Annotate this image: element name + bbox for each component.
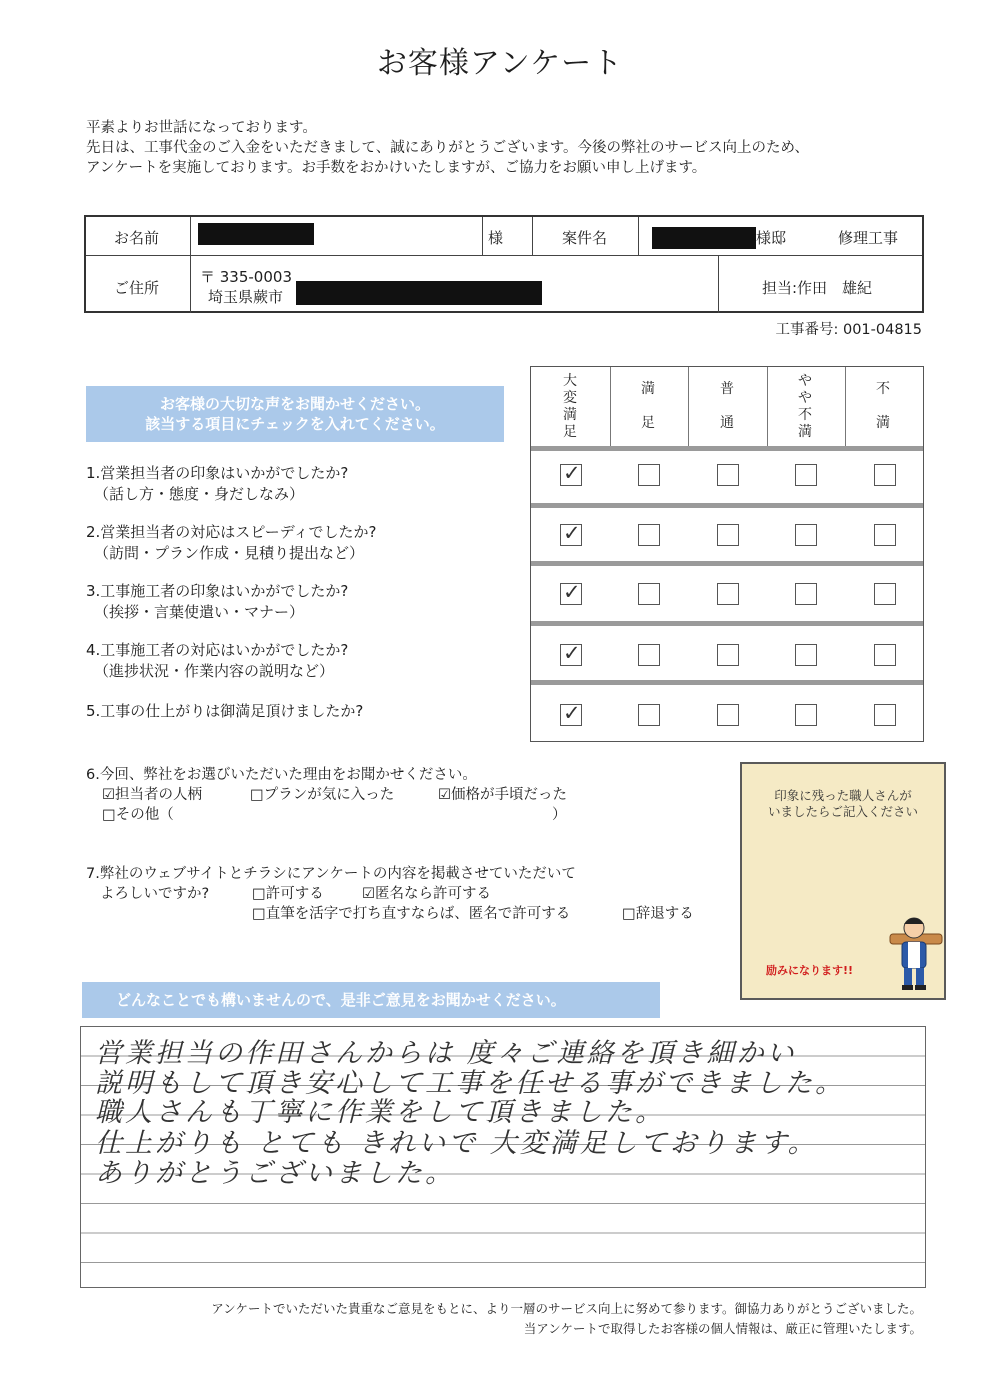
check-mark-icon: ✓	[563, 701, 581, 725]
project-label: 案件名	[562, 229, 608, 247]
q2-rating-checkbox-1[interactable]	[560, 521, 582, 546]
tanto-name: 担当:作田 雄紀	[762, 279, 873, 297]
question-1	[86, 463, 348, 505]
project-suffix: 様邸	[756, 229, 787, 247]
staff-box-prompt	[742, 788, 944, 820]
q2-rating-checkbox-5[interactable]	[874, 524, 896, 546]
sama-label: 様	[488, 229, 504, 247]
question-3-sub: （挨拶・言葉使遣い・マナー）	[94, 603, 305, 621]
q1-rating-checkbox-2[interactable]	[638, 464, 660, 486]
address-city: 埼玉県蕨市	[208, 288, 284, 306]
header-satisfied: 満 足	[641, 381, 655, 431]
footer-line-1: アンケートでいただいた貴重なご意見をもとに、より一層のサービス向上に努めて参ります。御協力ありがとうございました。	[211, 1301, 922, 1316]
postal-code: 〒 335-0003	[200, 268, 292, 286]
address-redaction	[296, 281, 542, 305]
q6-option-plan[interactable]: □プランが気に入った	[250, 787, 395, 803]
staff-prompt-line-2: いましたらご記入ください	[767, 804, 918, 819]
header-very-satisfied: 大 変 満 足	[563, 373, 577, 440]
question-6-text: 6.今回、弊社をお選びいただいた理由をお聞かせください。	[86, 767, 477, 783]
comment-line-1: 営業担当の作田さんからは 度々ご連絡を頂き細かい	[95, 1038, 797, 1069]
address-label: ご住所	[114, 279, 160, 297]
question-7-text-2: よろしいですか?	[100, 886, 210, 902]
q7-option-decline[interactable]: □辞退する	[622, 906, 694, 922]
q7-option-retype[interactable]: □直筆を活字で打ち直すならば、匿名で許可する	[252, 906, 571, 922]
question-7-text: 7.弊社のウェブサイトとチラシにアンケートの内容を掲載させていただいて	[86, 866, 576, 882]
q6-option-price[interactable]: ☑価格が手頃だった	[438, 787, 567, 803]
q2-rating-checkbox-2[interactable]	[638, 524, 660, 546]
question-5	[86, 701, 363, 722]
q1-rating-checkbox-1[interactable]	[560, 461, 582, 486]
header-somewhat-dissatisfied: や や 不 満	[798, 373, 812, 440]
q4-rating-checkbox-3[interactable]	[717, 644, 739, 666]
question-1-text: 1.営業担当者の印象はいかがでしたか?	[86, 464, 349, 482]
comment-line-5: ありがとうございました。	[95, 1158, 455, 1189]
q2-rating-checkbox-4[interactable]	[795, 524, 817, 546]
comment-line-3: 職人さんも丁寧に作業をして頂きました。	[95, 1097, 665, 1128]
staff-box-note: 励みになります!!	[766, 964, 854, 977]
question-2-text: 2.営業担当者の対応はスピーディでしたか?	[86, 523, 377, 541]
q5-rating-checkbox-5[interactable]	[874, 704, 896, 726]
question-4-text: 4.工事施工者の対応はいかがでしたか?	[86, 641, 349, 659]
q5-rating-checkbox-4[interactable]	[795, 704, 817, 726]
staff-prompt-line-1: 印象に残った職人さんが	[774, 788, 912, 803]
intro-line-3: アンケートを実施しております。お手数をおかけいたしますが、ご協力をお願い申し上げます。	[86, 160, 707, 176]
q5-rating-checkbox-1[interactable]	[560, 701, 582, 726]
craftsman-icon	[888, 912, 944, 992]
customer-info-table	[84, 215, 924, 313]
q2-rating-checkbox-3[interactable]	[717, 524, 739, 546]
question-1-sub: （話し方・態度・身だしなみ）	[94, 485, 305, 503]
rating-instructions-banner	[86, 386, 504, 442]
rating-table	[530, 366, 924, 742]
q4-rating-checkbox-2[interactable]	[638, 644, 660, 666]
question-4	[86, 640, 348, 682]
name-label: お名前	[114, 229, 160, 247]
question-5-text: 5.工事の仕上がりは御満足頂けましたか?	[86, 702, 364, 720]
q4-rating-checkbox-1[interactable]	[560, 641, 582, 666]
q4-rating-checkbox-4[interactable]	[795, 644, 817, 666]
q1-rating-checkbox-5[interactable]	[874, 464, 896, 486]
footer-line-2: 当アンケートで取得したお客様の個人情報は、厳正に管理いたします。	[523, 1321, 922, 1336]
q1-rating-checkbox-4[interactable]	[795, 464, 817, 486]
check-mark-icon: ✓	[563, 580, 581, 604]
intro-line-2: 先日は、工事代金のご入金をいただきまして、誠にありがとうございます。今後の弊社のサービス向上のため、	[86, 140, 809, 156]
question-2	[86, 522, 376, 564]
q3-rating-checkbox-4[interactable]	[795, 583, 817, 605]
q3-rating-checkbox-5[interactable]	[874, 583, 896, 605]
check-mark-icon: ✓	[563, 461, 581, 485]
name-redaction	[198, 223, 314, 245]
q1-rating-checkbox-3[interactable]	[717, 464, 739, 486]
q4-rating-checkbox-5[interactable]	[874, 644, 896, 666]
question-2-sub: （訪問・プラン作成・見積り提出など）	[94, 544, 365, 562]
banner-line-2: 該当する項目にチェックを入れてください。	[145, 415, 445, 433]
q5-rating-checkbox-3[interactable]	[717, 704, 739, 726]
intro-text	[86, 118, 809, 178]
header-dissatisfied: 不 満	[876, 381, 890, 431]
banner-line-1: お客様の大切な声をお聞かせください。	[159, 395, 430, 413]
project-type: 修理工事	[838, 229, 899, 247]
q7-option-anonymous[interactable]: ☑匿名なら許可する	[362, 886, 491, 902]
intro-line-1: 平素よりお世話になっております。	[86, 120, 317, 136]
header-normal: 普 通	[720, 381, 734, 431]
q3-rating-checkbox-1[interactable]	[560, 580, 582, 605]
kouji-number: 工事番号: 001-04815	[775, 322, 922, 338]
comments-area[interactable]	[80, 1026, 926, 1288]
q3-rating-checkbox-2[interactable]	[638, 583, 660, 605]
page-title: お客様アンケート	[376, 46, 624, 81]
comment-line-2: 説明もして頂き安心して工事を任せる事ができました。	[95, 1068, 845, 1099]
question-3-text: 3.工事施工者の印象はいかがでしたか?	[86, 582, 349, 600]
project-redaction	[652, 227, 756, 249]
check-mark-icon: ✓	[563, 641, 581, 665]
comments-banner: どんなことでも構いませんので、是非ご意見をお聞かせください。	[82, 982, 660, 1018]
q3-rating-checkbox-3[interactable]	[717, 583, 739, 605]
favorite-staff-box	[740, 762, 946, 1000]
comment-line-4: 仕上がりも とても きれいで 大変満足しております。	[95, 1128, 818, 1159]
q5-rating-checkbox-2[interactable]	[638, 704, 660, 726]
question-4-sub: （進捗状況・作業内容の説明など）	[94, 662, 335, 680]
q6-option-other[interactable]: □その他（	[102, 807, 174, 823]
q7-option-allow[interactable]: □許可する	[252, 886, 324, 902]
q6-option-person[interactable]: ☑担当者の人柄	[102, 787, 202, 803]
q6-other-close: ）	[552, 807, 567, 823]
question-3	[86, 581, 348, 623]
check-mark-icon: ✓	[563, 521, 581, 545]
